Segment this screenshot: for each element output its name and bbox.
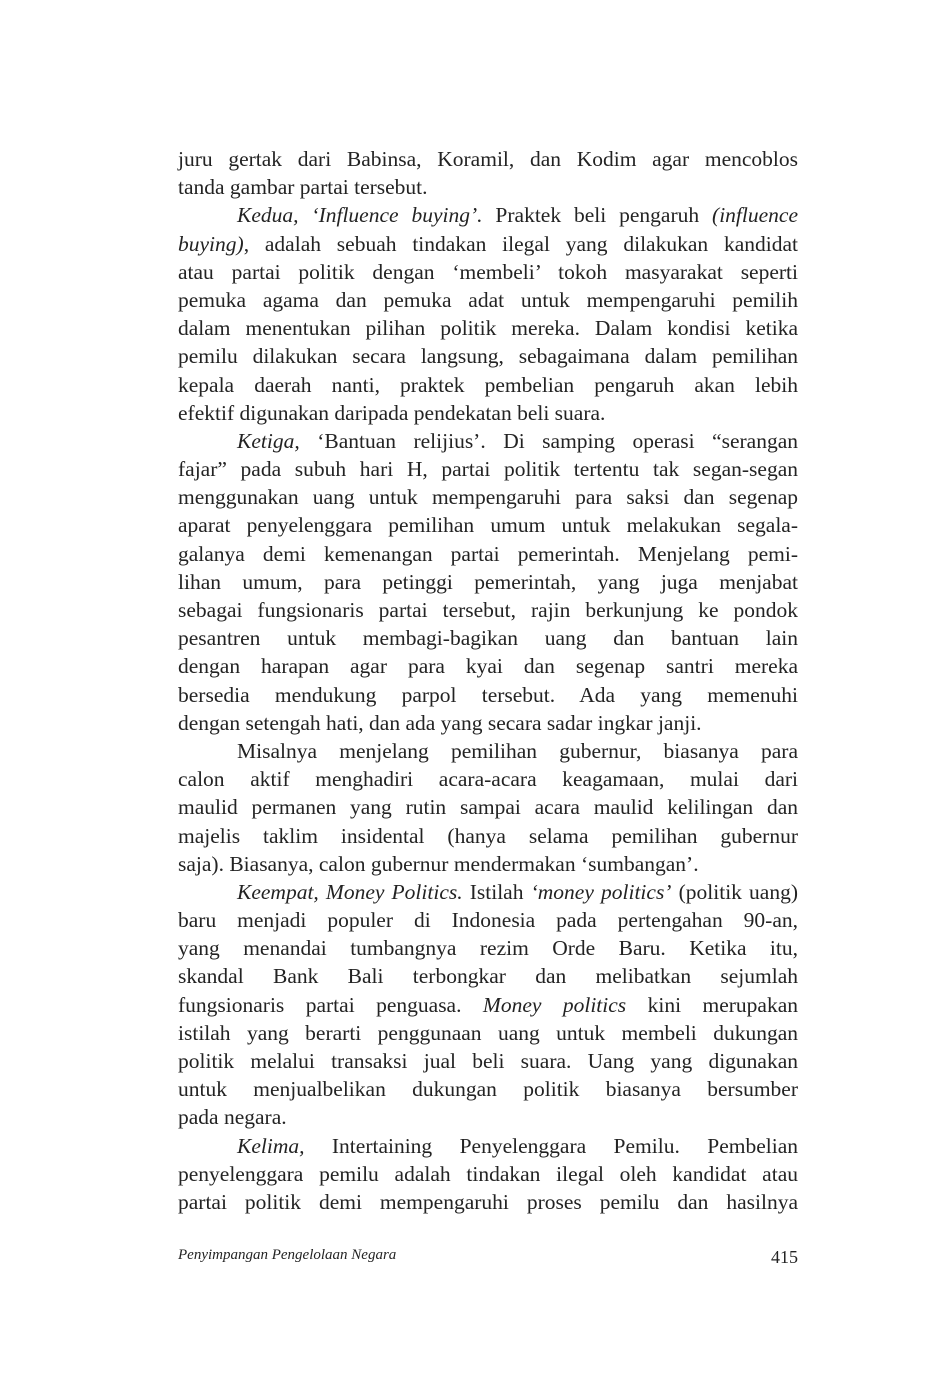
text-segment: kepala daerah nanti, praktek pembelian pengaruh akan lebih (178, 372, 798, 397)
text-segment: pemilu dilakukan secara langsung, sebagaimana dalam pemilihan (178, 344, 798, 369)
text-segment: maulid permanen yang rutin sampai acara maulid kelilingan dan (178, 795, 798, 820)
text-segment: aparat penyelenggara pemilihan umum untuk melakukan segala- (178, 513, 798, 538)
text-segment: Praktek beli pengaruh (482, 203, 713, 228)
text-line (178, 483, 798, 511)
text-line (178, 709, 798, 737)
text-line (178, 793, 798, 821)
text-segment: pemuka agama dan pemuka adat untuk mempengaruhi pemilih (178, 287, 798, 312)
text-line (178, 962, 798, 990)
text-line (178, 850, 798, 878)
text-line (178, 173, 798, 201)
italic-text: Kelima, (237, 1133, 305, 1158)
italic-text: Kedua, ‘Influence buying’. (237, 203, 483, 228)
text-segment: fungsionaris partai penguasa. (178, 992, 483, 1017)
text-line (178, 511, 798, 539)
text-line (178, 1132, 798, 1160)
text-segment: pada negara. (178, 1105, 287, 1130)
text-segment: pesantren untuk membagi-bagikan uang dan bantuan lain (178, 626, 798, 651)
text-segment: kini merupakan (626, 992, 798, 1017)
text-segment: efektif digunakan daripada pendekatan beli suara. (178, 400, 606, 425)
body-text (178, 145, 798, 1216)
text-line (178, 1019, 798, 1047)
page-footer (178, 1247, 798, 1271)
italic-text: ‘money politics’ (530, 879, 672, 904)
text-segment: sebagai fungsionaris partai tersebut, rajin berkunjung ke pondok (178, 598, 798, 622)
italic-text: buying) (178, 231, 244, 256)
text-line (178, 427, 798, 455)
italic-text: (influence (712, 203, 798, 228)
italic-text: Ketiga, (237, 428, 300, 453)
text-line (178, 1160, 798, 1188)
text-segment: baru menjadi populer di Indonesia pada pertengahan 90-an, (178, 908, 798, 933)
text-line (178, 258, 798, 286)
text-segment: Misalnya menjelang pemilihan gubernur, biasanya para (237, 738, 798, 763)
text-line (178, 991, 798, 1019)
text-segment: dalam menentukan pilihan politik mereka. Dalam kondisi ketika (178, 316, 798, 341)
text-segment: bersedia mendukung parpol tersebut. Ada yang memenuhi (178, 682, 798, 707)
text-line (178, 399, 798, 427)
text-line (178, 314, 798, 342)
text-line (178, 878, 798, 906)
text-segment: lihan umum, para petinggi pemerintah, yang juga menjabat (178, 569, 798, 594)
text-line (178, 1075, 798, 1103)
text-segment: majelis taklim insidental (hanya selama pemilihan gubernur (178, 823, 798, 848)
page-number: 415 (771, 1247, 798, 1267)
text-segment: menggunakan uang untuk mempengaruhi para saksi dan segenap (178, 485, 798, 510)
text-segment: galanya demi kemenangan partai pemerintah. Menjelang pemi- (178, 541, 798, 566)
text-segment: juru gertak dari Babinsa, Koramil, dan Kodim agar mencoblos (178, 147, 798, 171)
text-segment: (politik uang) (671, 879, 798, 904)
text-segment: partai politik demi mempengaruhi proses pemilu dan hasilnya (178, 1189, 798, 1214)
text-segment: dengan setengah hati, dan ada yang secara sadar ingkar janji. (178, 710, 702, 735)
text-line (178, 822, 798, 850)
text-line (178, 1047, 798, 1075)
text-line (178, 568, 798, 596)
text-segment: calon aktif menghadiri acara-acara keagamaan, mulai dari (178, 767, 798, 792)
text-line (178, 371, 798, 399)
text-line (178, 737, 798, 765)
text-line (178, 1103, 798, 1131)
text-segment: penyelenggara pemilu adalah tindakan ilegal oleh kandidat atau (178, 1161, 798, 1186)
text-segment: yang menandai tumbangnya rezim Orde Baru. Ketika itu, (178, 936, 798, 961)
italic-text: Keempat, Money Politics. (237, 879, 463, 904)
text-segment: , adalah sebuah tindakan ilegal yang dilakukan kandidat (243, 231, 798, 256)
text-line (178, 342, 798, 370)
text-line (178, 1188, 798, 1216)
text-segment: atau partai politik dengan ‘membeli’ tokoh masyarakat seperti (178, 259, 798, 284)
text-line (178, 145, 798, 173)
text-segment: fajar” pada subuh hari H, partai politik tertentu tak segan-segan (178, 457, 798, 482)
text-line (178, 681, 798, 709)
text-segment: Istilah (462, 879, 531, 904)
text-line (178, 624, 798, 652)
text-line (178, 765, 798, 793)
running-title: Penyimpangan Pengelolaan Negara (178, 1247, 397, 1263)
text-segment: saja). Biasanya, calon gubernur mendermakan ‘sumbangan’. (178, 851, 699, 876)
text-segment: untuk menjualbelikan dukungan politik biasanya bersumber (178, 1077, 798, 1102)
text-line (178, 934, 798, 962)
text-line (178, 201, 798, 229)
text-segment: politik melalui transaksi jual beli suara. Uang yang digunakan (178, 1049, 798, 1073)
text-line (178, 906, 798, 934)
text-line (178, 286, 798, 314)
text-line (178, 230, 798, 258)
text-segment: ‘Bantuan relijius’. Di samping operasi “serangan (299, 428, 798, 453)
text-segment: dengan harapan agar para kyai dan segenap santri mereka (178, 654, 798, 679)
text-segment: tanda gambar partai tersebut. (178, 175, 428, 200)
italic-text: Money politics (482, 992, 627, 1017)
text-segment: Intertaining Penyelenggara Pemilu. Pembelian (304, 1133, 798, 1158)
text-segment: skandal Bank Bali terbongkar dan melibatkan sejumlah (178, 964, 798, 989)
text-line (178, 652, 798, 680)
text-line (178, 596, 798, 624)
text-line (178, 540, 798, 568)
text-line (178, 455, 798, 483)
text-segment: istilah yang berarti penggunaan uang untuk membeli dukungan (178, 1020, 798, 1045)
